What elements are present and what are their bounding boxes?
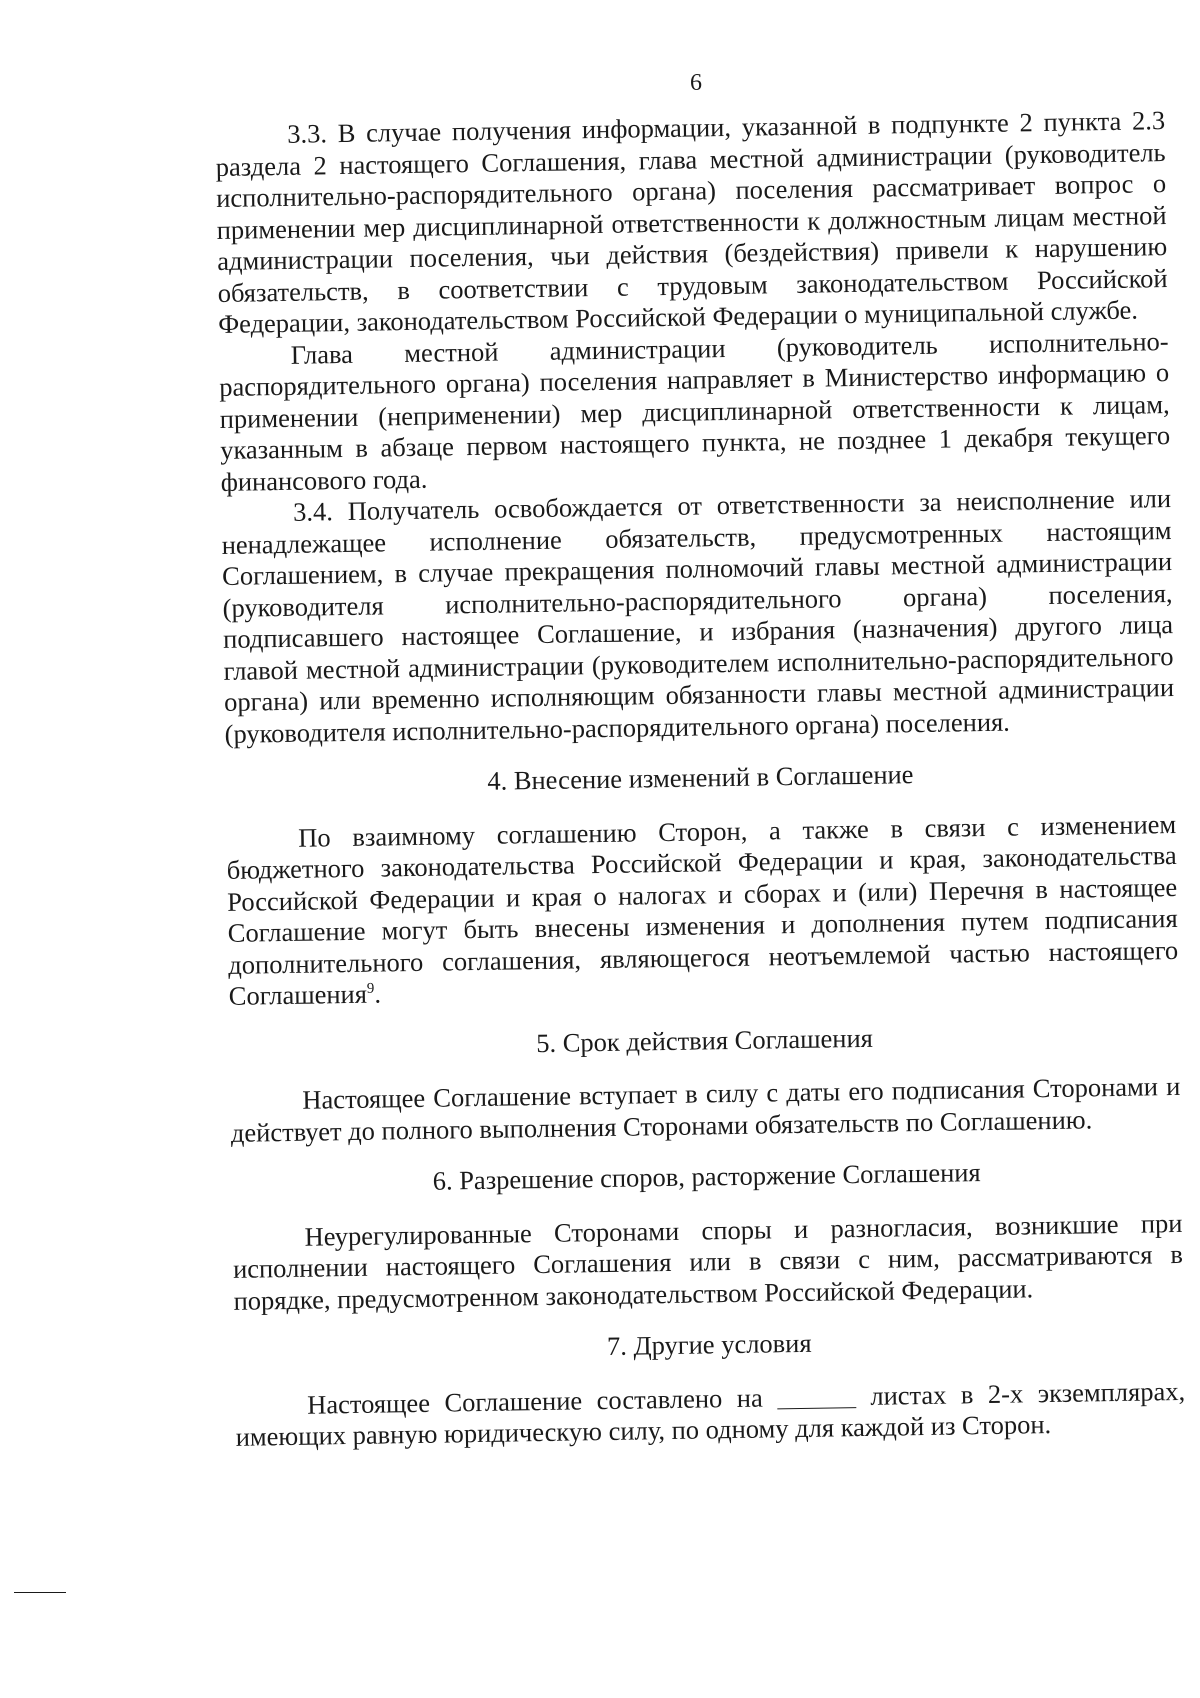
paragraph-7-text-end: листах в 2-х экземплярах, имеющих равную юридическую силу, по одному для каждой из Сторон. bbox=[235, 1375, 1186, 1452]
page-number: 6 bbox=[690, 70, 702, 96]
footnote-separator bbox=[14, 1592, 66, 1593]
sheet-count-blank bbox=[777, 1385, 856, 1409]
paragraph-3-4: 3.4. Получатель освобождается от ответственности за неисполнение или ненадлежащее исполнение обязательств, предусмотренных настоящим Соглашением, в случае прекращения полномочий главы местной администрации (руководителя исполнительно-распорядительного органа) поселения, подписавшего настоящее Соглашение, и избрания (назначения) другого лица главой местной администрации (руководителем исполнительно-распорядительного органа) или временно исполняющим обязанности главы местной администрации (руководителя исполнительно-распорядительного органа) поселения. bbox=[221, 483, 1175, 749]
paragraph-7 bbox=[235, 1375, 1186, 1453]
paragraph-4-end: . bbox=[374, 978, 382, 1009]
paragraph-5: Настоящее Соглашение вступает в силу с даты его подписания Сторонами и действует до полного выполнения Сторонами обязательств по Соглашению. bbox=[230, 1070, 1181, 1148]
section-heading-4: 4. Внесение изменений в Соглашение bbox=[487, 759, 914, 796]
footnote-mark: 9 bbox=[366, 980, 375, 997]
paragraph-3-3-second: Глава местной администрации (руководитель исполнительно-распорядительного органа) поселения направляет в Министерство информацию о применении (неприменении) мер дисциплинарной ответственности к лицам, указанным в абзаце первом настоящего пункта, не позднее 1 декабря текущего финансового года. bbox=[218, 325, 1171, 497]
section-heading-7: 7. Другие условия bbox=[606, 1327, 812, 1361]
paragraph-4 bbox=[226, 808, 1179, 1012]
paragraph-6: Неурегулированные Сторонами споры и разногласия, возникшие при исполнении настоящего Соглашения или в связи с ним, рассматриваются в порядке, предусмотренном законодательством Российской Федерации. bbox=[232, 1207, 1184, 1316]
section-heading-5: 5. Срок действия Соглашения bbox=[535, 1022, 874, 1058]
document-body bbox=[215, 105, 1186, 1453]
paragraph-3-3: 3.3. В случае получения информации, указанной в подпункте 2 пункта 2.3 раздела 2 настоящего Соглашения, глава местной администрации (руководитель исполнительно-распорядительного органа) поселения рассматривает вопрос о применении мер дисциплинарной ответственности к должностным лицам местной администрации поселения, чьи действия (бездействия) привели к нарушению обязательств, в соответствии с трудовым законодательством Российской Федерации, законодательством Российской Федерации о муниципальной службе. bbox=[215, 105, 1168, 339]
section-heading-6: 6. Разрешение споров, расторжение Соглашения bbox=[432, 1157, 981, 1196]
paragraph-4-text: По взаимному соглашению Сторон, а также в связи с изменением бюджетного законодательства Российской Федерации и края, законодательства Российской Федерации и края о налогах и сборах и (или) Перечня в настоящее Соглашение могут быть внесены изменения и дополнения путем подписания дополнительного соглашения, являющегося неотъемлемой частью настоящего Соглашения bbox=[226, 808, 1179, 1011]
paragraph-7-text-start: Настоящее Соглашение составлено на bbox=[306, 1382, 763, 1420]
